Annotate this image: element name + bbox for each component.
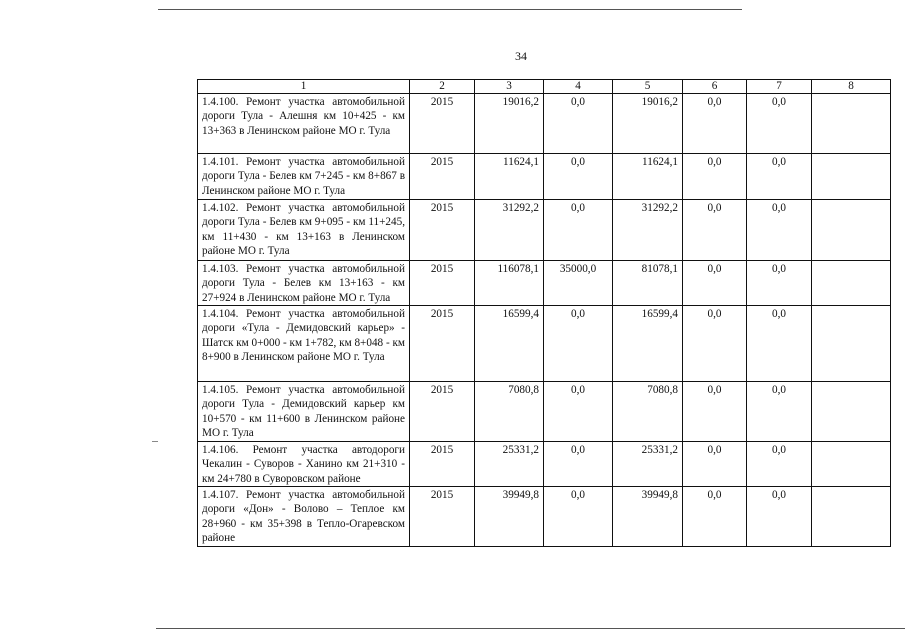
cell-col4: 0,0 — [544, 487, 613, 547]
table-row — [198, 200, 891, 261]
cell-col8 — [812, 306, 891, 382]
cell-col6: 0,0 — [683, 261, 747, 306]
column-header: 3 — [475, 80, 544, 94]
cell-name: 1.4.100. Ремонт участка автомобильной дороги Тула - Алешня км 10+425 - км 13+363 в Ленинском районе МО г. Тула — [198, 94, 410, 154]
cell-year: 2015 — [410, 261, 475, 306]
cell-col7: 0,0 — [747, 200, 812, 261]
cell-year: 2015 — [410, 487, 475, 547]
cell-year: 2015 — [410, 382, 475, 442]
cell-col4: 0,0 — [544, 200, 613, 261]
cell-col8 — [812, 442, 891, 487]
cell-col7: 0,0 — [747, 154, 812, 200]
cell-col6: 0,0 — [683, 442, 747, 487]
cell-col7: 0,0 — [747, 261, 812, 306]
cell-col5: 7080,8 — [613, 382, 683, 442]
table-row — [198, 442, 891, 487]
cell-col7: 0,0 — [747, 306, 812, 382]
cell-col8 — [812, 154, 891, 200]
cell-col8 — [812, 382, 891, 442]
table-row — [198, 94, 891, 154]
cell-col6: 0,0 — [683, 200, 747, 261]
cell-name: 1.4.106. Ремонт участка автодороги Чекалин - Суворов - Ханино км 21+310 - км 24+780 в Суворовском районе — [198, 442, 410, 487]
page-number: 34 — [515, 49, 527, 63]
table-row — [198, 487, 891, 547]
column-header: 8 — [812, 80, 891, 94]
cell-col8 — [812, 487, 891, 547]
cell-col8 — [812, 261, 891, 306]
cell-name: 1.4.107. Ремонт участка автомобильной дороги «Дон» - Волово – Теплое км 28+960 - км 35+398 в Тепло-Огаревском районе — [198, 487, 410, 547]
cell-col5: 39949,8 — [613, 487, 683, 547]
column-header: 5 — [613, 80, 683, 94]
cell-col7: 0,0 — [747, 94, 812, 154]
table-row — [198, 382, 891, 442]
bottom-rule — [156, 628, 905, 629]
cell-col4: 35000,0 — [544, 261, 613, 306]
cell-col4: 0,0 — [544, 94, 613, 154]
table-row — [198, 154, 891, 200]
cell-year: 2015 — [410, 306, 475, 382]
cell-col4: 0,0 — [544, 306, 613, 382]
table-row — [198, 306, 891, 382]
cell-total: 19016,2 — [475, 94, 544, 154]
cell-name: 1.4.102. Ремонт участка автомобильной дороги Тула - Белев км 9+095 - км 11+245, км 11+430 - км 13+163 в Ленинском районе МО г. Тула — [198, 200, 410, 261]
cell-total: 116078,1 — [475, 261, 544, 306]
column-header: 6 — [683, 80, 747, 94]
cell-col7: 0,0 — [747, 442, 812, 487]
cell-col4: 0,0 — [544, 382, 613, 442]
cell-col5: 11624,1 — [613, 154, 683, 200]
cell-total: 31292,2 — [475, 200, 544, 261]
cell-total: 39949,8 — [475, 487, 544, 547]
cell-col8 — [812, 94, 891, 154]
cell-year: 2015 — [410, 94, 475, 154]
header-row — [198, 80, 891, 94]
cell-col5: 25331,2 — [613, 442, 683, 487]
cell-col4: 0,0 — [544, 154, 613, 200]
cell-col5: 16599,4 — [613, 306, 683, 382]
cell-col7: 0,0 — [747, 487, 812, 547]
column-header: 2 — [410, 80, 475, 94]
cell-total: 7080,8 — [475, 382, 544, 442]
cell-col6: 0,0 — [683, 94, 747, 154]
cell-total: 16599,4 — [475, 306, 544, 382]
program-table — [197, 79, 891, 547]
column-header: 4 — [544, 80, 613, 94]
cell-name: 1.4.103. Ремонт участка автомобильной дороги Тула - Белев км 13+163 - км 27+924 в Ленинском районе МО г. Тула — [198, 261, 410, 306]
cell-name: 1.4.105. Ремонт участка автомобильной дороги Тула - Демидовский карьер км 10+570 - км 11+600 в Ленинском районе МО г. Тула — [198, 382, 410, 442]
cell-year: 2015 — [410, 200, 475, 261]
cell-total: 11624,1 — [475, 154, 544, 200]
cell-col6: 0,0 — [683, 306, 747, 382]
cell-col5: 19016,2 — [613, 94, 683, 154]
cell-col7: 0,0 — [747, 382, 812, 442]
cell-col4: 0,0 — [544, 442, 613, 487]
top-rule — [158, 9, 742, 10]
cell-year: 2015 — [410, 442, 475, 487]
cell-total: 25331,2 — [475, 442, 544, 487]
margin-mark — [152, 441, 158, 442]
cell-col5: 81078,1 — [613, 261, 683, 306]
cell-name: 1.4.101. Ремонт участка автомобильной дороги Тула - Белев км 7+245 - км 8+867 в Ленинском районе МО г. Тула — [198, 154, 410, 200]
cell-col5: 31292,2 — [613, 200, 683, 261]
cell-year: 2015 — [410, 154, 475, 200]
table-row — [198, 261, 891, 306]
cell-col6: 0,0 — [683, 154, 747, 200]
cell-name: 1.4.104. Ремонт участка автомобильной дороги «Тула - Демидовский карьер» - Шатск км 0+000 - км 1+782, км 8+048 - км 8+900 в Ленинском районе МО г. Тула — [198, 306, 410, 382]
column-header: 1 — [198, 80, 410, 94]
column-header: 7 — [747, 80, 812, 94]
cell-col8 — [812, 200, 891, 261]
cell-col6: 0,0 — [683, 487, 747, 547]
cell-col6: 0,0 — [683, 382, 747, 442]
